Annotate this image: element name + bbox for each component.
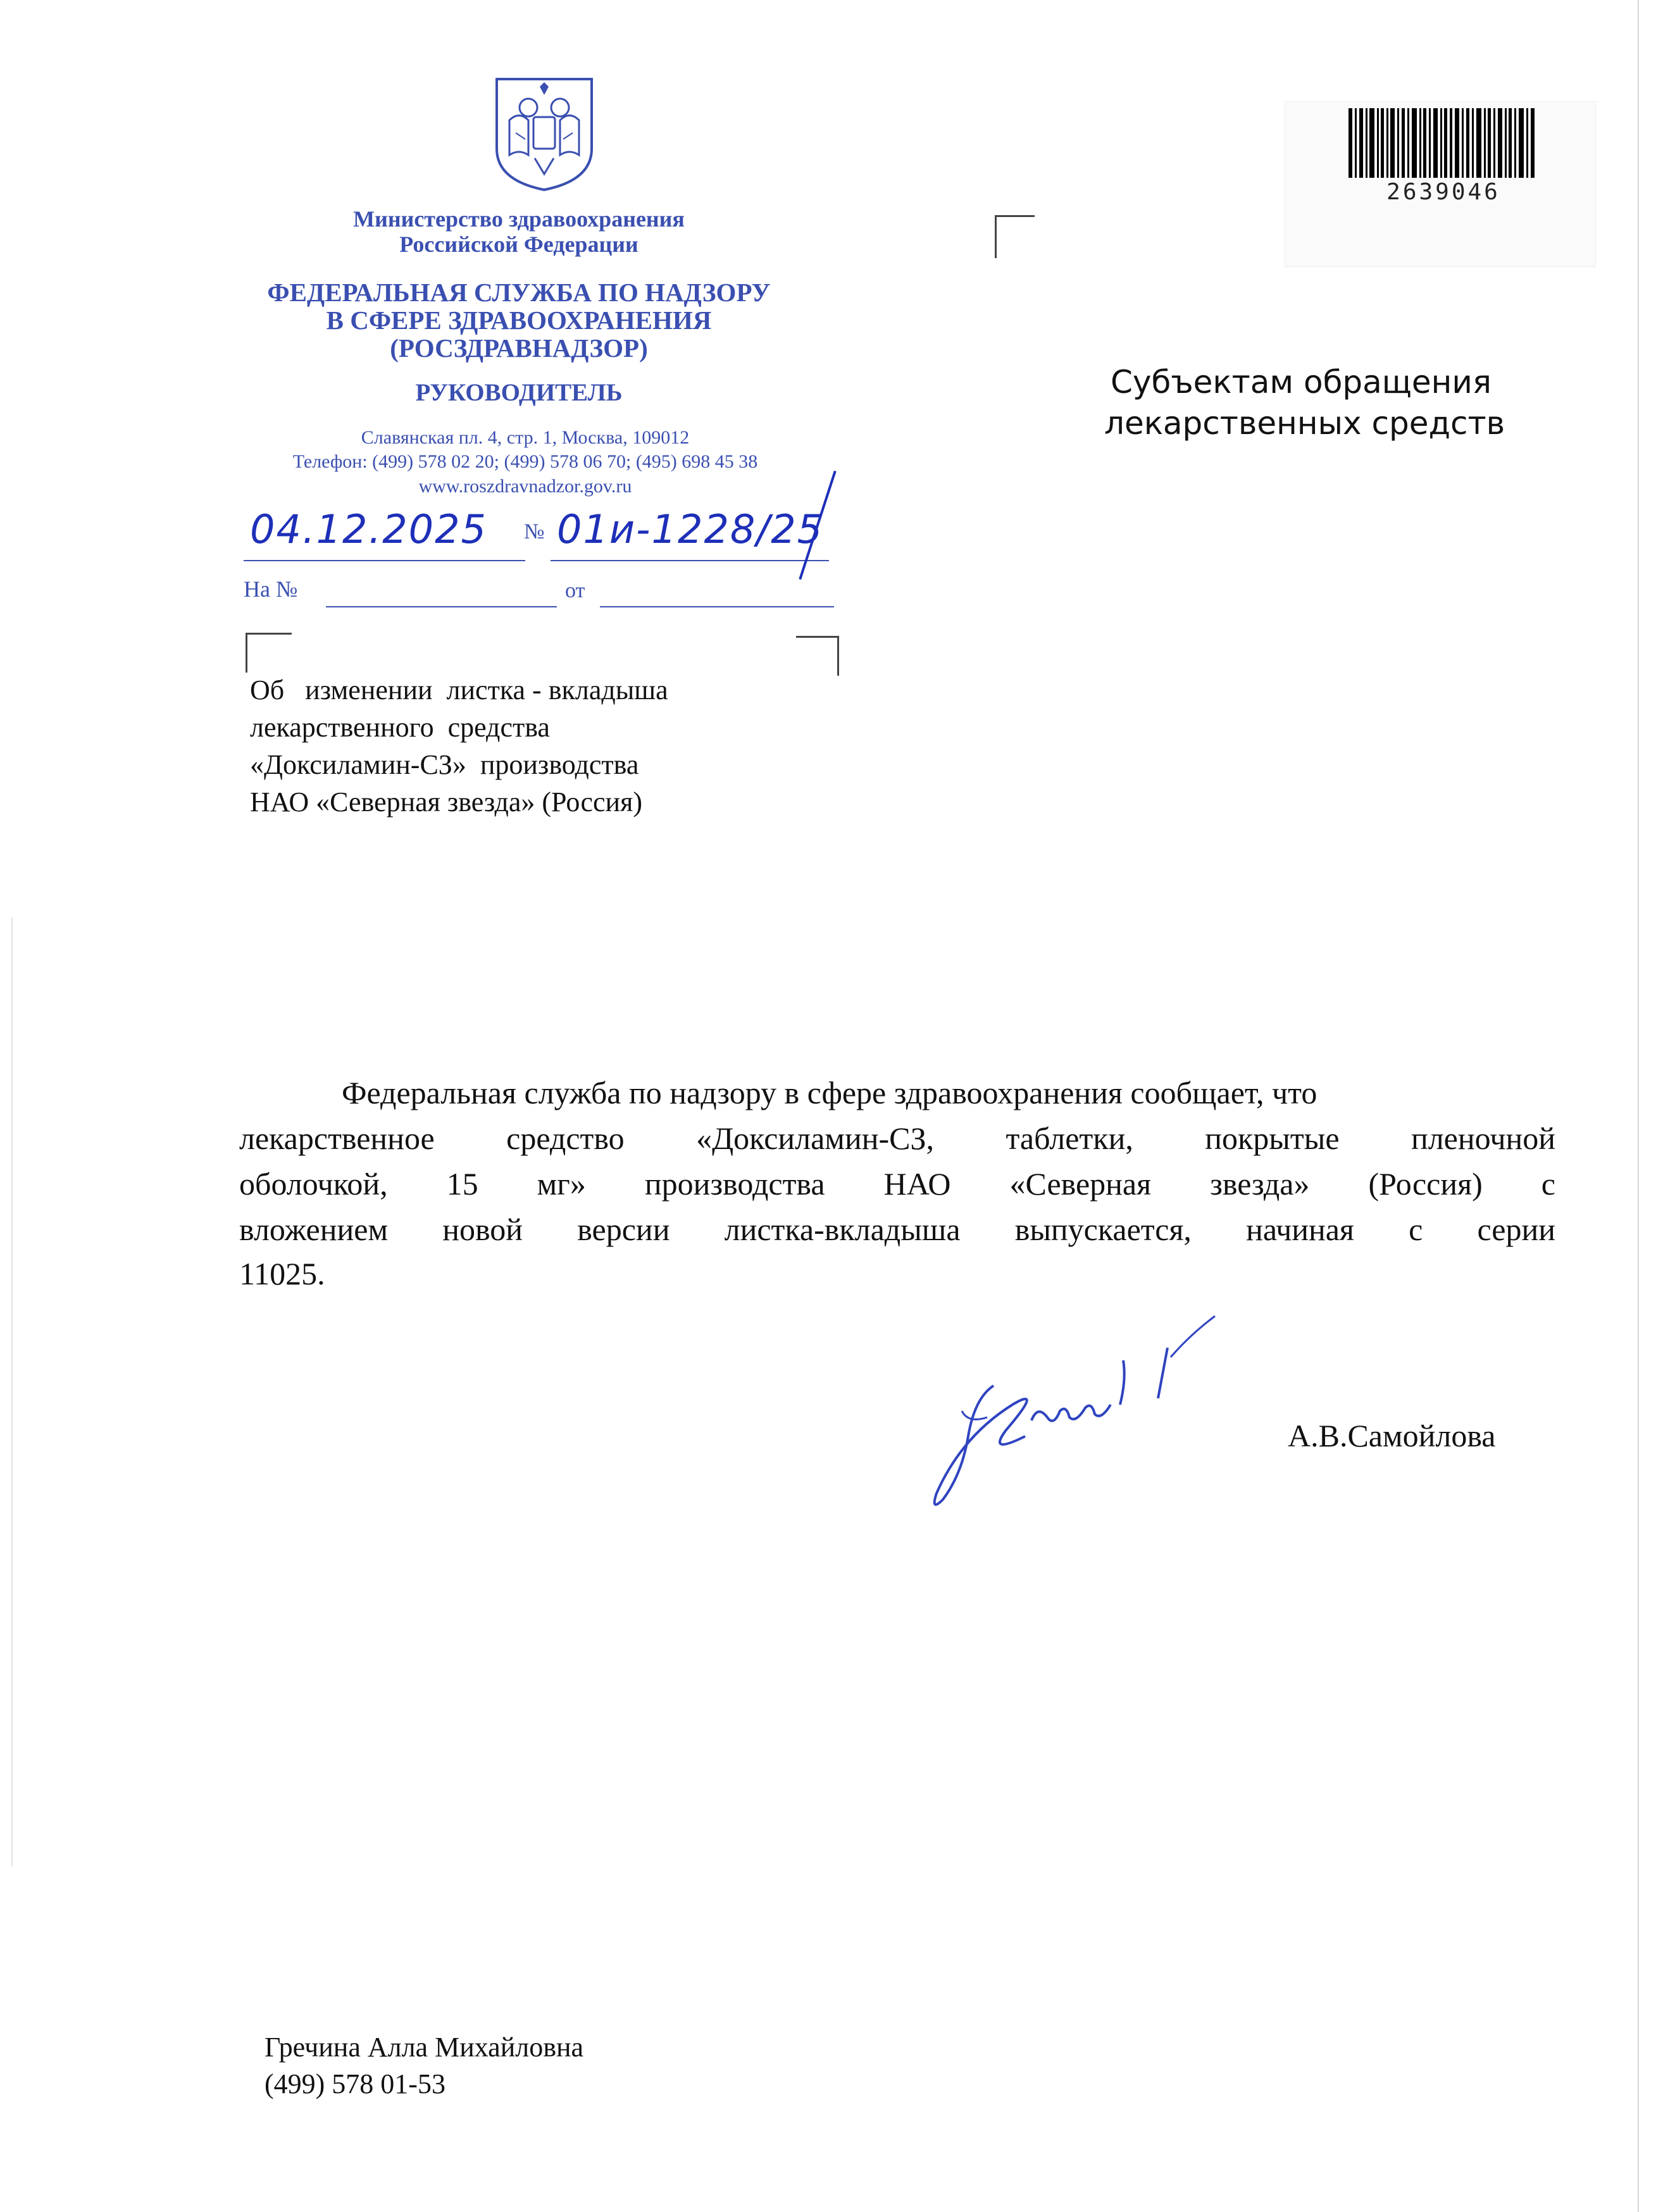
ref-number-label: На № [244, 576, 298, 602]
barcode-number: 2639046 [1386, 179, 1500, 205]
registration-underline [244, 560, 525, 561]
position-title: РУКОВОДИТЕЛЬ [415, 379, 623, 406]
barcode-box [1285, 101, 1596, 267]
body-line-2: лекарственное средство «Доксиламин-СЗ, таблетки, покрытые пленочной [239, 1121, 1555, 1156]
ref-number-line [326, 606, 557, 607]
phones: Телефон: (499) 578 02 20; (499) 578 06 70; (495) 698 45 38 [292, 451, 758, 472]
signatory-name: А.В.Самойлова [1288, 1418, 1496, 1453]
service-name-1: ФЕДЕРАЛЬНАЯ СЛУЖБА ПО НАДЗОРУ [267, 278, 771, 307]
number-sign: № [524, 520, 545, 544]
page-edge-left [11, 917, 13, 1867]
handwritten-signature [899, 1310, 1228, 1519]
recipient-line-1: Субъектам обращения [1111, 364, 1492, 401]
contact-phone: (499) 578 01-53 [265, 2068, 445, 2099]
subject-line-4: НАО «Северная звезда» (Россия) [250, 786, 642, 817]
ref-from-label: от [565, 579, 585, 602]
website: www.roszdravnadzor.gov.ru [418, 476, 632, 497]
recipient-bracket [995, 215, 1035, 258]
page-edge-right [1638, 0, 1639, 2212]
number-underline [551, 560, 829, 561]
ref-from-line [600, 606, 834, 607]
subject-line-2: лекарственного средства [250, 712, 550, 743]
registration-number: 01и-1228/25 [557, 506, 824, 552]
ministry-country: Российской Федерации [399, 232, 638, 257]
subject-line-3: «Доксиламин-СЗ» производства [250, 749, 639, 780]
address: Славянская пл. 4, стр. 1, Москва, 109012 [361, 427, 690, 448]
registration-date: 04.12.2025 [250, 506, 487, 552]
body-line-5: 11025. [239, 1256, 325, 1291]
ministry-name: Министерство здравоохранения [353, 206, 685, 232]
recipient-line-2: лекарственных средств [1104, 405, 1505, 442]
coat-of-arms-icon [490, 73, 598, 193]
subject-line-1: Об изменении листка - вкладыша [250, 674, 668, 705]
barcode-icon [1348, 108, 1538, 178]
service-name-2: В СФЕРЕ ЗДРАВООХРАНЕНИЯ [326, 306, 712, 335]
body-line-1: Федеральная служба по надзору в сфере здравоохранения сообщает, что [342, 1075, 1317, 1110]
bracket-top-right [796, 636, 839, 676]
body-line-3: оболочкой, 15 мг» производства НАО «Северная звезда» (Россия) с [239, 1166, 1555, 1202]
contact-name: Гречина Алла Михайловна [265, 2032, 584, 2063]
bracket-top-left [246, 633, 292, 673]
body-line-4: вложением новой версии листка-вкладыша выпускается, начиная с серии [239, 1212, 1555, 1247]
service-name-3: (РОСЗДРАВНАДЗОР) [390, 333, 648, 363]
